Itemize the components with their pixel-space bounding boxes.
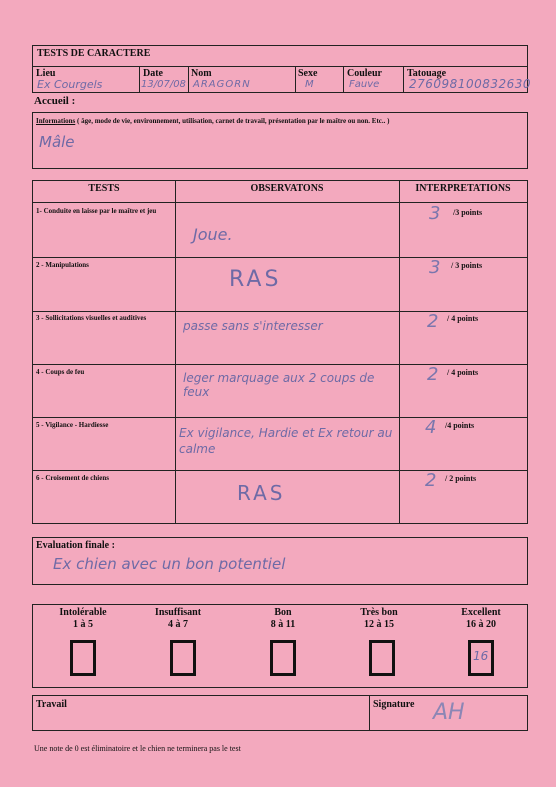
grade-checkbox-5[interactable] — [468, 640, 494, 676]
observation-1[interactable]: Joue. — [193, 225, 233, 244]
header-section — [32, 45, 532, 93]
grade-range-4: 12 à 15 — [364, 619, 394, 630]
grade-mark-5: 16 — [473, 649, 489, 663]
signature-mark[interactable]: AH — [433, 700, 465, 725]
sexe-label: Sexe — [298, 68, 318, 79]
grade-range-3: 8 à 11 — [270, 619, 296, 630]
travail-section — [32, 695, 528, 731]
max-3: / 4 points — [447, 314, 479, 323]
lieu-value[interactable]: Ex Courgels — [37, 78, 103, 91]
signature-label: Signature — [373, 699, 415, 710]
grade-range-1: 1 à 5 — [73, 619, 93, 630]
grade-name-4: Très bon — [360, 607, 398, 618]
score-5[interactable]: 4 — [425, 417, 437, 438]
form-title: TESTS DE CARACTERE — [37, 48, 151, 59]
test-label-5: 5 - Vigilance - Hardiesse — [36, 421, 109, 429]
informations-value[interactable]: Mâle — [39, 133, 75, 151]
grade-name-2: Insuffisant — [154, 607, 202, 618]
tatouage-label: Tatouage — [407, 68, 447, 79]
score-6[interactable]: 2 — [425, 470, 437, 491]
score-3[interactable]: 2 — [427, 311, 439, 332]
grade-range-5: 16 à 20 — [466, 619, 496, 630]
tatouage-value[interactable]: 276098100832630 — [409, 77, 532, 91]
score-4[interactable]: 2 — [427, 364, 439, 385]
test-label-4: 4 - Coups de feu — [36, 368, 85, 376]
evaluation-value[interactable]: Ex chien avec un bon potentiel — [53, 555, 286, 573]
grade-checkbox-4[interactable] — [369, 640, 395, 676]
grade-checkbox-1[interactable] — [70, 640, 96, 676]
date-label: Date — [143, 68, 163, 79]
tests-table — [32, 180, 528, 524]
test-label-6: 6 - Croisement de chiens — [36, 474, 109, 482]
score-2[interactable]: 3 — [429, 257, 441, 278]
grade-range-2: 4 à 7 — [168, 619, 188, 630]
lieu-label: Lieu — [36, 68, 56, 79]
travail-label: Travail — [36, 699, 67, 710]
couleur-value[interactable]: Fauve — [349, 79, 380, 90]
evaluation-label: Evaluation finale : — [36, 540, 115, 551]
informations-label: Informations — [36, 117, 76, 125]
test-label-1: 1- Conduite en laisse par le maître et jeu — [36, 207, 157, 215]
score-1[interactable]: 3 — [429, 203, 441, 224]
informations-hint: ( âge, mode de vie, environnement, utilisation, carnet de travail, présentation par le maître ou non. Etc.. ) — [75, 117, 390, 125]
nom-label: Nom — [191, 68, 212, 79]
grade-name-1: Intolérable — [59, 607, 107, 618]
date-value[interactable]: 13/07/08 — [141, 79, 186, 90]
max-5: /4 points — [445, 421, 475, 430]
test-label-3: 3 - Sollicitations visuelles et auditives — [36, 314, 147, 322]
max-2: / 3 points — [451, 261, 483, 270]
nom-value[interactable]: ARAGORN — [193, 79, 251, 90]
grade-checkbox-3[interactable] — [270, 640, 296, 676]
accueil-label: Accueil : — [34, 95, 76, 107]
informations-section — [32, 112, 528, 169]
max-6: / 2 points — [445, 474, 477, 483]
evaluation-section — [32, 537, 528, 585]
observation-5[interactable]: Ex vigilance, Hardie et Ex retour au calme — [179, 426, 393, 456]
col-header-tests: TESTS — [88, 183, 120, 194]
col-header-observations: OBSERVATONS — [250, 183, 324, 194]
grade-name-3: Bon — [274, 607, 292, 618]
grade-name-5: Excellent — [461, 607, 501, 618]
sexe-value[interactable]: M — [305, 79, 314, 90]
col-header-interpretations: INTERPRETATIONS — [415, 183, 511, 194]
test-label-2: 2 - Manipulations — [36, 261, 89, 269]
max-1: /3 points — [453, 208, 483, 217]
footer-note: Une note de 0 est éliminatoire et le chien ne terminera pas le test — [34, 744, 241, 753]
max-4: / 4 points — [447, 368, 479, 377]
observation-2[interactable]: RAS — [229, 267, 282, 292]
observation-6[interactable]: RAS — [237, 481, 286, 505]
grade-checkbox-2[interactable] — [170, 640, 196, 676]
observation-3[interactable]: passe sans s'interesser — [183, 319, 323, 333]
observation-4[interactable]: leger marquage aux 2 coups de feux — [183, 371, 375, 399]
couleur-label: Couleur — [347, 68, 382, 79]
